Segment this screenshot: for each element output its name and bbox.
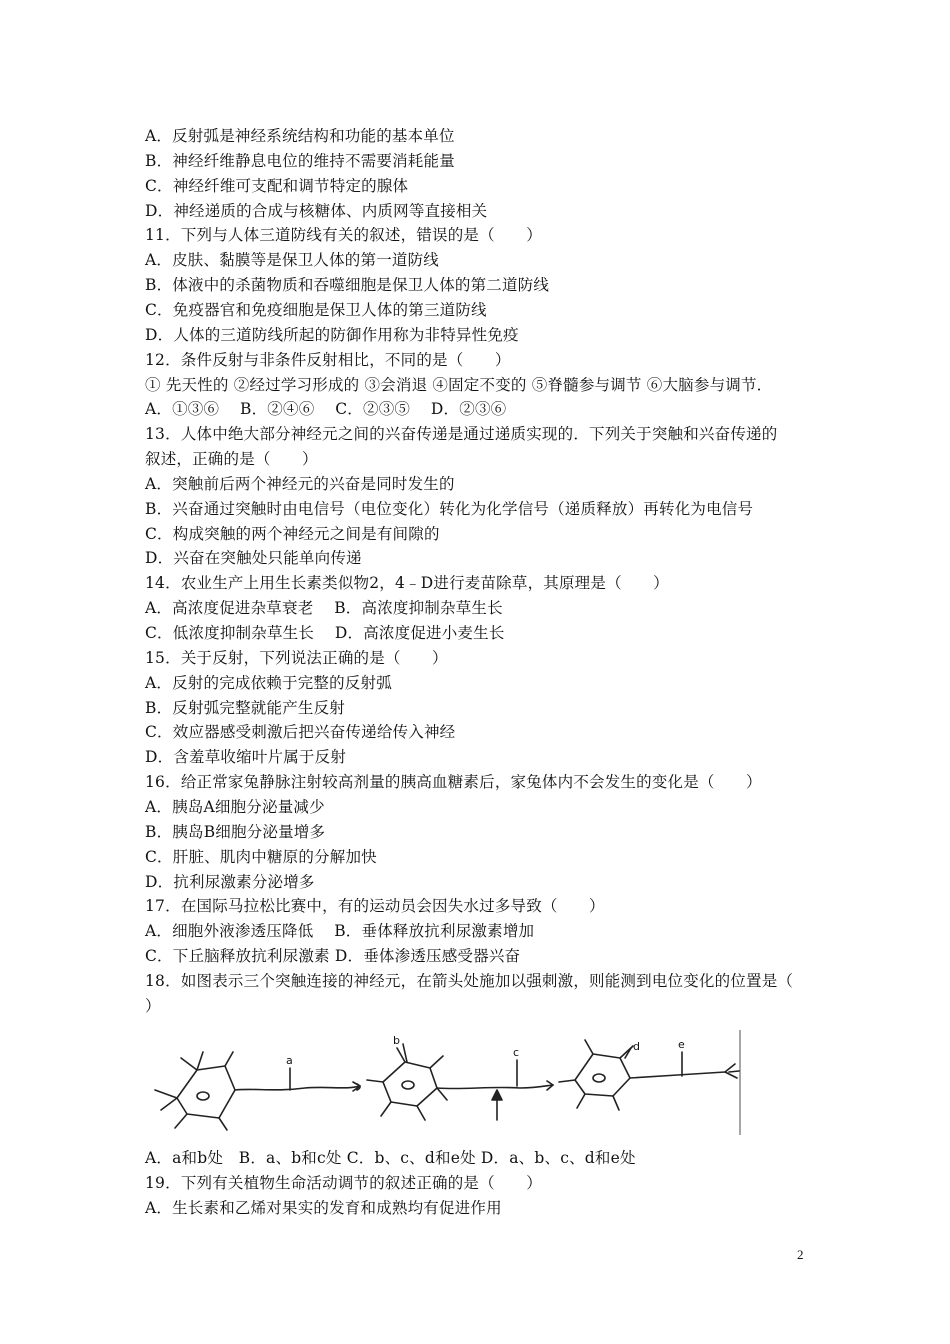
label-e: e bbox=[678, 1038, 685, 1051]
text-line: C．构成突触的两个神经元之间是有间隙的 bbox=[145, 524, 440, 543]
text-line: B．兴奋通过突触时由电信号（电位变化）转化为化学信号（递质释放）再转化为电信号 bbox=[145, 499, 754, 518]
text-line: C．下丘脑释放抗利尿激素 D．垂体渗透压感受器兴奋 bbox=[145, 947, 521, 966]
text-line: A．①③⑥ B．②④⑥ C．②③⑤ D．②③⑥ bbox=[145, 400, 507, 419]
text-line: C．肝脏、肌肉中糖原的分解加快 bbox=[145, 847, 377, 866]
text-line: C．低浓度抑制杂草生长 D．高浓度促进小麦生长 bbox=[145, 624, 505, 642]
text-line: D．含羞草收缩叶片属于反射 bbox=[145, 748, 347, 767]
axon-3 bbox=[630, 1072, 725, 1078]
text-line: A．a和b处 B．a、b和c处 C．b、c、d和e处 D．a、b、c、d和e处 bbox=[145, 1149, 636, 1167]
text-line: A．生长素和乙烯对果实的发育和成熟均有促进作用 bbox=[145, 1198, 502, 1217]
text-line: 13．人体中绝大部分神经元之间的兴奋传递是通过递质实现的．下列关于突触和兴奋传递的 bbox=[145, 425, 778, 444]
text-line: 16．给正常家兔静脉注射较高剂量的胰高血糖素后，家兔体内不会发生的变化是（ ） bbox=[145, 773, 762, 792]
text-line: A．突触前后两个神经元的兴奋是同时发生的 bbox=[145, 474, 455, 493]
text-line: B．体液中的杀菌物质和吞噬细胞是保卫人体的第二道防线 bbox=[145, 276, 550, 295]
text-line: B．反射弧完整就能产生反射 bbox=[145, 698, 345, 717]
text-line: D．抗利尿激素分泌增多 bbox=[145, 872, 315, 891]
text-line: B．胰岛B细胞分泌量增多 bbox=[145, 822, 326, 841]
text-line: C．效应器感受刺激后把兴奋传递给传入神经 bbox=[145, 723, 456, 742]
text-line: 17．在国际马拉松比赛中，有的运动员会因失水过多导致（ ） bbox=[145, 897, 605, 916]
text-line: A．细胞外液渗透压降低 B．垂体释放抗利尿激素增加 bbox=[145, 922, 535, 941]
label-d: d bbox=[633, 1040, 640, 1053]
text-line: D．人体的三道防线所起的防御作用称为非特异性免疫 bbox=[145, 325, 519, 344]
text-line: 15．关于反射，下列说法正确的是（ ） bbox=[145, 648, 448, 667]
text-line: A．胰岛A细胞分泌量减少 bbox=[145, 797, 325, 816]
text-line: ① 先天性的 ②经过学习形成的 ③会消退 ④固定不变的 ⑤脊髓参与调节 ⑥大脑参与调节． bbox=[145, 375, 773, 394]
neuron-2-body bbox=[383, 1062, 437, 1106]
label-c: c bbox=[513, 1046, 520, 1059]
text-line: A．高浓度促进杂草衰老 B．高浓度抑制杂草生长 bbox=[145, 599, 503, 618]
text-line: B．神经纤维静息电位的维持不需要消耗能量 bbox=[145, 151, 455, 170]
text-line: A．反射的完成依赖于完整的反射弧 bbox=[145, 673, 392, 692]
text-line: D．兴奋在突触处只能单向传递 bbox=[145, 549, 362, 568]
text-line: 19．下列有关植物生命活动调节的叙述正确的是（ ） bbox=[145, 1173, 542, 1192]
axon-1 bbox=[235, 1086, 360, 1090]
label-a: a bbox=[286, 1054, 293, 1067]
page-number: 2 bbox=[797, 1247, 804, 1262]
text-line: A．反射弧是神经系统结构和功能的基本单位 bbox=[145, 127, 455, 145]
text-line: C．免疫器官和免疫细胞是保卫人体的第三道防线 bbox=[145, 300, 487, 319]
axon-2 bbox=[437, 1085, 553, 1089]
text-line: 叙述，正确的是（ ） bbox=[145, 450, 318, 469]
text-line: 18．如图表示三个突触连接的神经元，在箭头处施加以强刺激，则能测到电位变化的位置是（ bbox=[145, 971, 794, 990]
label-b: b bbox=[393, 1034, 400, 1047]
text-line: C．神经纤维可支配和调节特定的腺体 bbox=[145, 176, 409, 195]
text-line: D．神经递质的合成与核糖体、内质网等直接相关 bbox=[145, 201, 488, 220]
text-line: 11．下列与人体三道防线有关的叙述，错误的是（ ） bbox=[145, 226, 542, 245]
neuron-synapse-diagram bbox=[145, 1030, 745, 1135]
text-line: ） bbox=[145, 996, 161, 1015]
text-line: A．皮肤、黏膜等是保卫人体的第一道防线 bbox=[145, 251, 439, 270]
text-line: 14．农业生产上用生长素类似物2，4﹣D进行麦苗除草，其原理是（ ） bbox=[145, 574, 669, 593]
text-line: 12．条件反射与非条件反射相比，不同的是（ ） bbox=[145, 350, 511, 369]
